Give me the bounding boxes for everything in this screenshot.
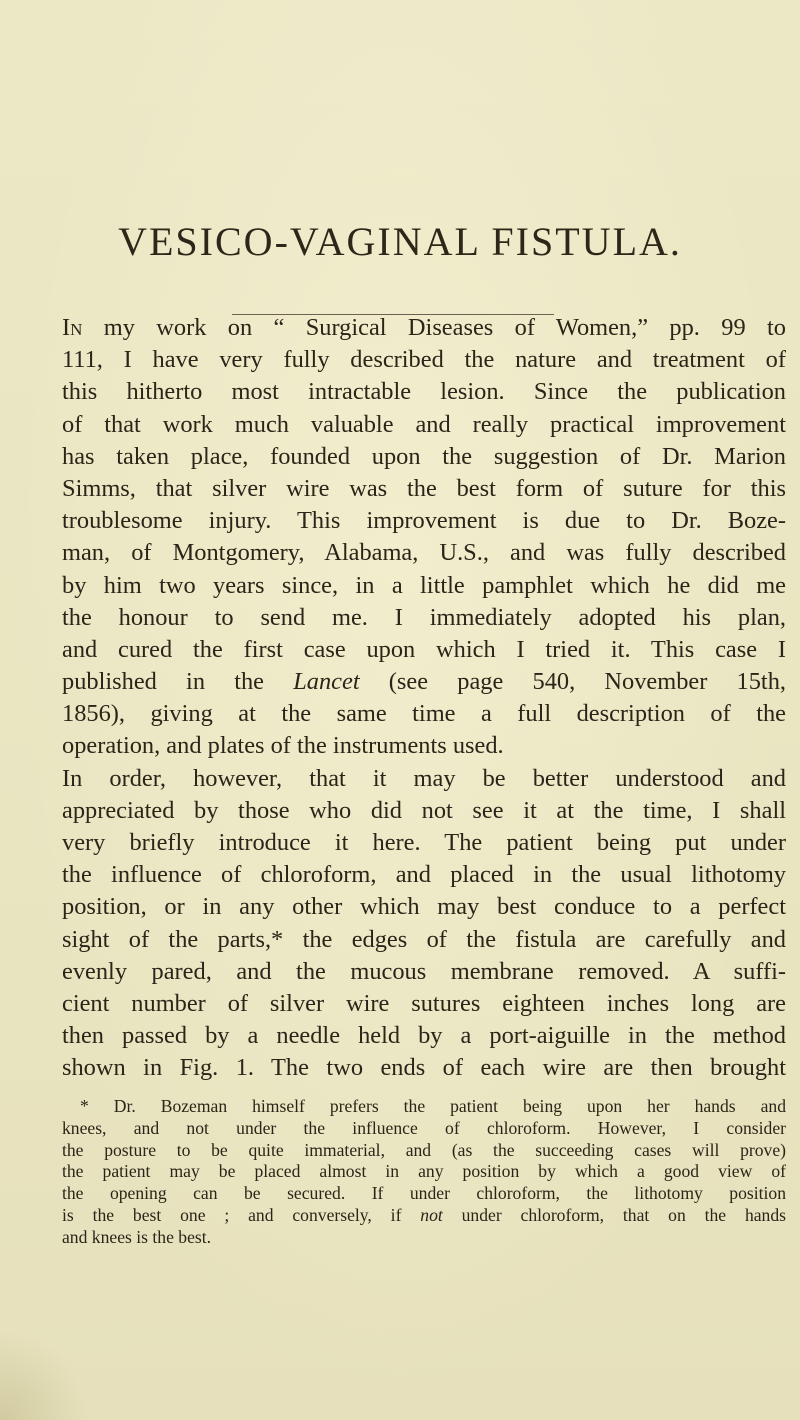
line-text: (see page 540, November 15th, [359, 668, 786, 696]
body-text [62, 312, 786, 1085]
text-line: shown in Fig. 1. The two ends of each wire are then brought [62, 1054, 786, 1082]
italic-term: not [420, 1204, 443, 1225]
footnote-line: the posture to be quite immaterial, and (as the succeeding cases will prove) [62, 1139, 786, 1160]
line-text: my work on “ Surgical Diseases of Women,” pp. 99 to [82, 314, 786, 341]
text-line: In order, however, that it may be better understood and [62, 764, 786, 792]
text-line: 111, I have very fully described the nature and treatment of [62, 346, 786, 374]
text-line: troublesome injury. This improvement is due to Dr. Boze- [62, 507, 786, 535]
line-text: under chloroform, that on the hands [442, 1204, 786, 1225]
text-line: the influence of chloroform, and placed in the usual lithotomy [62, 861, 786, 889]
footnote-line: * Dr. Bozeman himself prefers the patient being upon her hands and [80, 1096, 786, 1116]
drop-lead-word: In [62, 314, 83, 341]
text-line [62, 312, 786, 344]
text-line: then passed by a needle held by a port-aiguille in the method [62, 1022, 786, 1050]
chapter-title: VESICO-VAGINAL FISTULA. [118, 219, 682, 264]
italic-term: Lancet [293, 668, 360, 696]
text-line: man, of Montgomery, Alabama, U.S., and was fully described [62, 539, 786, 567]
footnote-line: and knees is the best. [62, 1226, 212, 1247]
paper-stain [0, 1330, 90, 1420]
text-line: has taken place, founded upon the suggestion of Dr. Marion [62, 442, 786, 470]
text-line: and cured the first case upon which I tried it. This case I [62, 635, 786, 663]
footnote-line: the opening can be secured. If under chloroform, the lithotomy position [62, 1183, 786, 1204]
line-text: is the best one ; and conversely, if [62, 1204, 421, 1225]
text-line: very briefly introduce it here. The patient being put under [62, 829, 786, 856]
text-line: of that work much valuable and really practical improvement [62, 410, 786, 438]
footnote-line [62, 1205, 786, 1227]
footnote [62, 1096, 786, 1249]
text-line: sight of the parts,* the edges of the fistula are carefully and [62, 925, 786, 953]
text-line: the honour to send me. I immediately adopted his plan, [62, 603, 786, 631]
text-line: Simms, that silver wire was the best form of suture for this [62, 474, 786, 502]
text-line [62, 666, 786, 698]
text-line: 1856), giving at the same time a full description of the [62, 700, 786, 728]
text-line: appreciated by those who did not see it at the time, I shall [62, 796, 786, 824]
text-line: this hitherto most intractable lesion. Since the publication [62, 378, 786, 406]
text-line: by him two years since, in a little pamphlet which he did me [62, 571, 786, 599]
line-text: published in the [62, 668, 294, 696]
text-line: cient number of silver wire sutures eighteen inches long are [62, 989, 786, 1017]
text-line: operation, and plates of the instruments used. [62, 732, 504, 760]
footnote-line: the patient may be placed almost in any position by which a good view of [62, 1161, 786, 1182]
footnote-line: knees, and not under the influence of chloroform. However, I consider [62, 1117, 786, 1138]
text-line: position, or in any other which may best conduce to a perfect [62, 893, 786, 921]
text-line: evenly pared, and the mucous membrane removed. A suffi- [62, 957, 786, 985]
